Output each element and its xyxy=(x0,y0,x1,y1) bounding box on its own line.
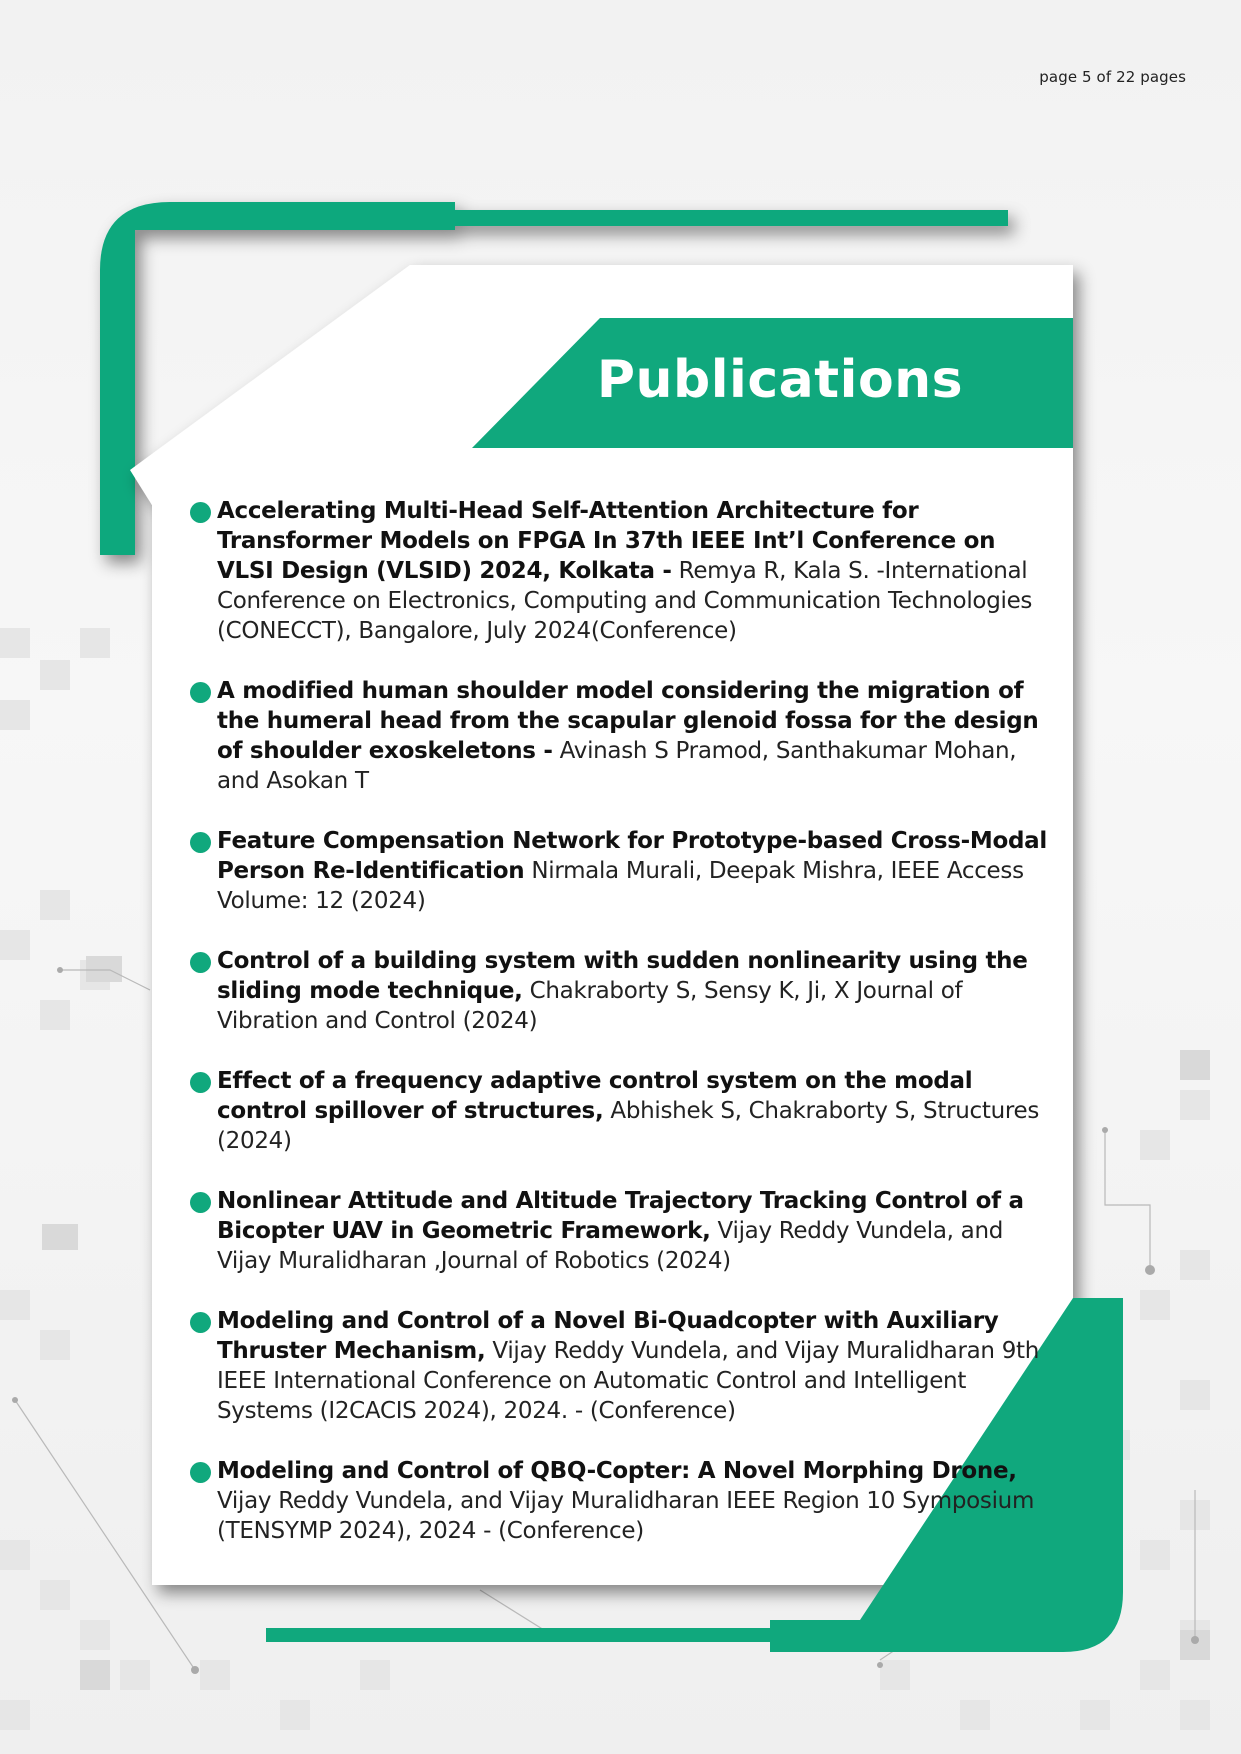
publication-details: Remya R, Kala S. -International Conference on Electronics, Computing and Communication Technologies (CONECCT), Bangalore, July 2024(Conference) xyxy=(217,558,1033,644)
publication-details: Vijay Reddy Vundela, and Vijay Muralidharan ,Journal of Robotics (2024) xyxy=(217,1218,1004,1274)
publication-item xyxy=(190,1306,1050,1426)
publication-details: Nirmala Murali, Deepak Mishra, IEEE Access Volume: 12 (2024) xyxy=(217,858,1024,914)
bullet-icon xyxy=(190,502,211,523)
bullet-icon xyxy=(190,1192,211,1213)
publication-title: Modeling and Control of a Novel Bi-Quadcopter with Auxiliary Thruster Mechanism, xyxy=(217,1308,999,1364)
bullet-icon xyxy=(190,1312,211,1333)
publication-item xyxy=(190,826,1050,916)
bullet-icon xyxy=(190,832,211,853)
publication-details: Abhishek S, Chakraborty S, Structures (2024) xyxy=(217,1098,1040,1154)
publication-item xyxy=(190,1066,1050,1156)
publication-details: Chakraborty S, Sensy K, Ji, X Journal of Vibration and Control (2024) xyxy=(217,978,963,1034)
publication-title: Effect of a frequency adaptive control system on the modal control spillover of structures, xyxy=(217,1068,973,1124)
publication-title: Nonlinear Attitude and Altitude Trajectory Tracking Control of a Bicopter UAV in Geometric Framework, xyxy=(217,1188,1024,1244)
publication-item xyxy=(190,1456,1050,1546)
publication-details: Vijay Reddy Vundela, and Vijay Muralidharan IEEE Region 10 Symposium (TENSYMP 2024), 2024 - (Conference) xyxy=(217,1488,1035,1544)
page-title: Publications xyxy=(596,350,964,410)
publication-title: Modeling and Control of QBQ-Copter: A Novel Morphing Drone, xyxy=(217,1458,1017,1484)
publication-title: A modified human shoulder model considering the migration of the humeral head from the scapular glenoid fossa for the design of shoulder exoskeletons - xyxy=(217,678,1039,764)
publication-details: Avinash S Pramod, Santhakumar Mohan, and Asokan T xyxy=(217,738,1017,794)
bullet-icon xyxy=(190,682,211,703)
publication-title: Feature Compensation Network for Prototype-based Cross-Modal Person Re-Identification xyxy=(217,828,1047,884)
publication-title: Accelerating Multi-Head Self-Attention Architecture for Transformer Models on FPGA In 37th IEEE Int’l Conference on VLSI Design (VLSID) 2024, Kolkata - xyxy=(217,498,996,584)
bullet-icon xyxy=(190,952,211,973)
publication-item xyxy=(190,676,1050,796)
publication-list xyxy=(190,496,1050,1576)
publication-item xyxy=(190,946,1050,1036)
page-number: page 5 of 22 pages xyxy=(1039,68,1186,86)
publication-details: Vijay Reddy Vundela, and Vijay Muralidharan 9th IEEE International Conference on Automatic Control and Intelligent Systems (I2CACIS 2024), 2024. - (Conference) xyxy=(217,1338,1040,1424)
bullet-icon xyxy=(190,1072,211,1093)
publication-title: Control of a building system with sudden nonlinearity using the sliding mode technique, xyxy=(217,948,1028,1004)
publication-item xyxy=(190,496,1050,646)
bullet-icon xyxy=(190,1462,211,1483)
publication-item xyxy=(190,1186,1050,1276)
